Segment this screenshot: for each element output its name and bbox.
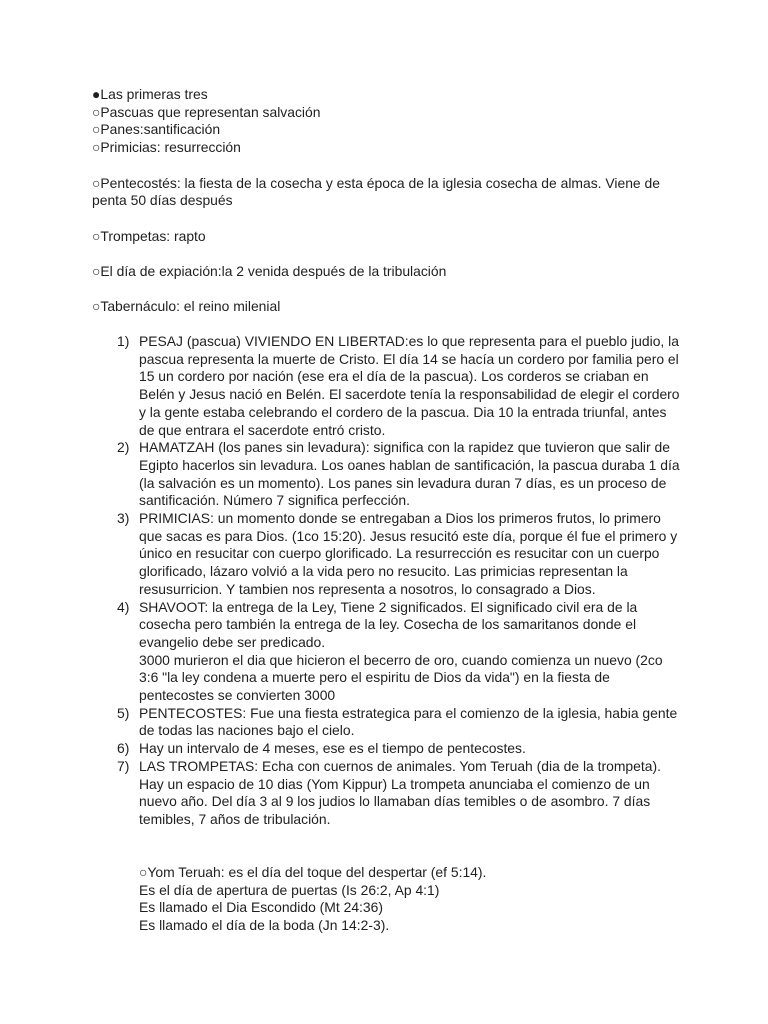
list-number: 1) (117, 333, 130, 349)
intro-line: ○Primicias: resurrección (92, 139, 241, 156)
intro-line: ○Panes:santificación (92, 121, 221, 138)
spacer (92, 210, 692, 228)
list-number: 7) (117, 757, 130, 774)
pentecostes-paragraph: ○Pentecostés: la fiesta de la cosecha y esta época de la iglesia cosecha de almas. Viene de penta 50 días después (92, 174, 660, 209)
list-text: PENTECOSTES: Fue una fiesta estrategica para el comienzo de la iglesia, habia gente de todas las naciones bajo el cielo. (139, 704, 678, 739)
yom-teruah-section (139, 864, 699, 935)
list-text: PESAJ (pascua) VIVIENDO EN LIBERTAD:es lo que representa para el pueblo judio, la pascua representa la muerte de Cristo. El día 14 se hacía un cordero por familia pero el 15 un cordero por nación (ese era el día de la pascua). Los corderos se criaban en Belén y Jesus nació en Belén. El sacerdote tenía la responsabilidad de elegir el cordero y la gente estaba celebrando el cordero de la pascua. Dia 10 la entrada triunfal, antes de que entrara el sacerdote entró cristo. (139, 333, 680, 438)
list-text: HAMATZAH (los panes sin levadura): significa con la rapidez que tuvieron que salir de Egipto hacerlos sin levadura. Los oanes hablan de santificación, la pascua duraba 1 día (la salvación es un momento). Los panes sin levadura duran 7 días, es un proceso de santificación. Número 7 significa perfección. (139, 439, 680, 509)
list-number: 5) (117, 704, 130, 721)
trompetas-paragraph: ○Trompetas: rapto (92, 227, 206, 244)
list-text: SHAVOOT: la entrega de la Ley, Tiene 2 significados. El significado civil era de la cosecha pero también la entrega de la ley. Cosecha de los samaritanos donde el evangelio debe ser predicado. (139, 598, 638, 650)
list-text-continued: 3000 murieron el dia que hicieron el becerro de oro, cuando comienza un nuevo (2co 3:6 "la ley condena a muerte pero el espiritu de Dios da vida") en la fiesta de pentecostes se convierten 3000 (139, 651, 663, 704)
list-number: 3) (117, 510, 130, 527)
list-text: LAS TROMPETAS: Echa con cuernos de animales. Yom Teruah (dia de la trompeta). Hay un espacio de 10 dias (Yom Kippur) La trompeta anunciaba el comienzo de un nuevo año. Del día 3 al 9 los judios lo llamaban días temibles o de asombro. 7 días temibles, 7 años de tribulación. (139, 757, 661, 827)
list-item (92, 705, 682, 740)
list-number: 4) (117, 598, 130, 615)
sub-line: Es llamado el día de la boda (Jn 14:2-3). (139, 917, 390, 934)
spacer (92, 157, 692, 175)
feast-list (92, 333, 682, 829)
list-item (92, 758, 682, 829)
spacer (92, 281, 692, 299)
list-text: Hay un intervalo de 4 meses, ese es el tiempo de pentecostes. (139, 740, 526, 757)
expiacion-paragraph: ○El día de expiación:la 2 venida después de la tribulación (92, 262, 447, 279)
list-item (92, 740, 682, 758)
intro-section (92, 86, 692, 316)
list-item (92, 333, 682, 439)
spacer (92, 245, 692, 263)
intro-line: ○Pascuas que representan salvación (92, 103, 321, 120)
intro-line: ●Las primeras tres (92, 86, 208, 102)
list-number: 2) (117, 439, 130, 456)
list-number: 6) (117, 740, 130, 757)
sub-line: ○Yom Teruah: es el día del toque del despertar (ef 5:14). (139, 864, 487, 880)
list-item (92, 599, 682, 705)
sub-line: Es el día de apertura de puertas (Is 26:2, Ap 4:1) (139, 881, 440, 898)
list-text: PRIMICIAS: un momento donde se entregaban a Dios los primeros frutos, lo primero que sacas es para Dios. (1co 15:20). Jesus resucitó este día, porque él fue el primero y único en resucitar con cuerpo glorificado. La resurrección es resucitar con un cuerpo glorificado, lázaro volvió a la vida pero no resucito. Las primicias representan la resusurricion. Y tambien nos representa a nosotros, lo consagrado a Dios. (139, 510, 678, 597)
list-item (92, 439, 682, 510)
tabernaculo-paragraph: ○Tabernáculo: el reino milenial (92, 298, 281, 315)
list-item (92, 510, 682, 599)
sub-line: Es llamado el Dia Escondido (Mt 24:36) (139, 899, 383, 916)
